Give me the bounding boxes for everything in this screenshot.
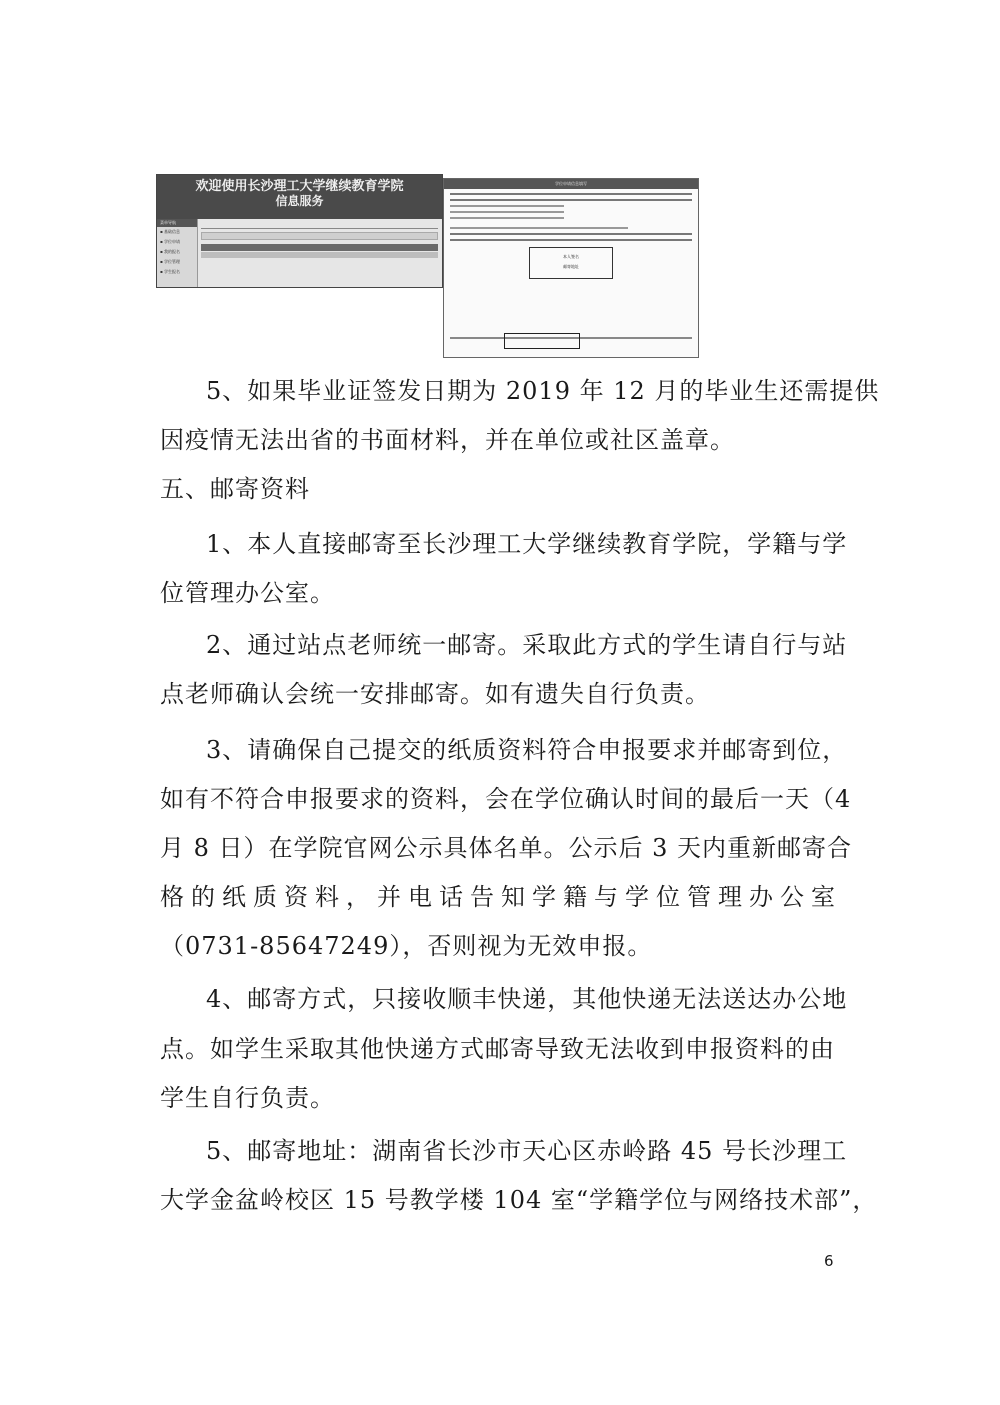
screenshot-form-panel [443, 178, 699, 358]
section-heading: 五、邮寄资料 [160, 475, 310, 503]
text-line: 如有不符合申报要求的资料，会在学位确认时间的最后一天（4 [160, 785, 852, 813]
screenshot-banner-title: 欢迎使用长沙理工大学继续教育学院 [195, 179, 404, 194]
screenshot-banner [157, 175, 442, 219]
screenshot-nav-item: ▪ 我的报名 [157, 247, 197, 257]
text-line: 点老师确认会统一安排邮寄。如有遗失自行负责。 [160, 680, 710, 708]
screenshot-nav [157, 219, 198, 287]
text-line: 2、通过站点老师统一邮寄。采取此方式的学生请自行与站 [206, 631, 848, 659]
text-line: 1、本人直接邮寄至长沙理工大学继续教育学院，学籍与学 [206, 530, 848, 558]
text-line: 5、邮寄地址：湖南省长沙市天心区赤岭路 45 号长沙理工 [206, 1137, 848, 1165]
screenshot-box-line: 邮寄地址 [563, 264, 579, 269]
text-line: 格的纸质资料，并电话告知学籍与学位管理办公室 [160, 883, 842, 911]
screenshot-nav-item: ▪ 学位管理 [157, 257, 197, 267]
embedded-screenshot [156, 174, 698, 358]
screenshot-table-row [201, 252, 438, 258]
screenshot-box-line: 本人签名 [563, 254, 579, 259]
screenshot-signature-box [529, 247, 613, 279]
text-line: 位管理办公室。 [160, 579, 335, 607]
text-line: 3、请确保自己提交的纸质资料符合申报要求并邮寄到位， [206, 736, 848, 764]
screenshot-nav-item: ▪ 学位申请 [157, 237, 197, 247]
text-line: 大学金盆岭校区 15 号教学楼 104 室“学籍学位与网络技术部”， [160, 1186, 878, 1214]
screenshot-form-header: 学位申请信息填写 [444, 179, 698, 189]
screenshot-main [201, 223, 438, 285]
screenshot-nav-header: 菜单导航 [157, 219, 197, 227]
screenshot-input-row [201, 232, 438, 240]
screenshot-nav-item: ▪ 基础信息 [157, 227, 197, 237]
page-number: 6 [824, 1252, 834, 1270]
text-line: 因疫情无法出省的书面材料，并在单位或社区盖章。 [160, 426, 735, 454]
text-line: 5、如果毕业证签发日期为 2019 年 12 月的毕业生还需提供 [206, 377, 880, 405]
screenshot-main-header [201, 223, 438, 229]
screenshot-portal-panel [156, 174, 443, 288]
text-line: 月 8 日）在学院官网公示具体名单。公示后 3 天内重新邮寄合 [160, 834, 853, 862]
text-line: 学生自行负责。 [160, 1084, 335, 1112]
text-line: （0731-85647249），否则视为无效申报。 [160, 932, 653, 960]
screenshot-table-header [201, 244, 438, 251]
text-line: 点。如学生采取其他快递方式邮寄导致无法收到申报资料的由 [160, 1035, 835, 1063]
text-line: 4、邮寄方式，只接收顺丰快递，其他快递无法送达办公地 [206, 985, 848, 1013]
screenshot-nav-item: ▪ 学生报名 [157, 267, 197, 277]
screenshot-banner-subtitle: 信息服务 [275, 194, 324, 208]
